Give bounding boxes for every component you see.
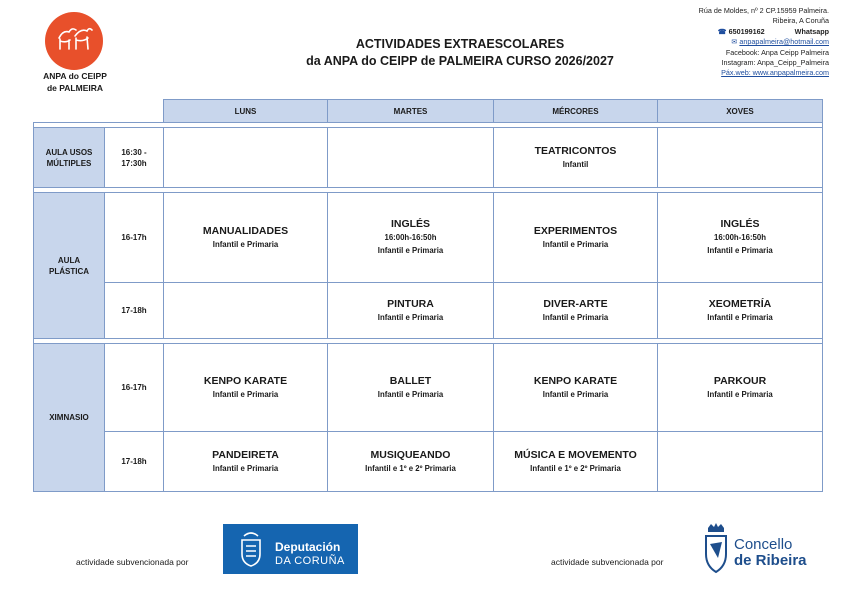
activity-cell-empty [658, 128, 823, 188]
activity-cell: KENPO KARATE Infantil e Primaria [164, 344, 328, 432]
activity-cell-empty [164, 128, 328, 188]
day-header: MARTES [328, 100, 494, 123]
activity-cell: INGLÉS 16:00h-16:50h Infantil e Primaria [658, 193, 823, 283]
subsidy-caption-left: actividade subvencionada por [76, 557, 189, 567]
time-slot: 16-17h [105, 193, 164, 283]
activity-cell: PARKOUR Infantil e Primaria [658, 344, 823, 432]
activity-cell: PANDEIRETA Infantil e Primaria [164, 432, 328, 492]
corner-cell [34, 100, 164, 123]
activity-cell: MUSIQUEANDO Infantil e 1º e 2º Primaria [328, 432, 494, 492]
phone-row [629, 27, 829, 37]
email-link[interactable]: anpapalmeira@hotmail.com [739, 37, 829, 47]
activity-cell: MÚSICA E MOVEMENTO Infantil e 1º e 2º Primaria [494, 432, 658, 492]
day-header-row [34, 100, 823, 123]
web-link[interactable]: Páx.web: www.anpapalmeira.com [721, 68, 829, 78]
crown-shield-icon [700, 522, 732, 578]
concello-line-2: de Ribeira [734, 552, 807, 569]
time-slot: 16:30 - 17:30h [105, 128, 164, 188]
activity-cell: MANUALIDADES Infantil e Primaria [164, 193, 328, 283]
facebook-line: Facebook: Anpa Ceipp Palmeira [725, 47, 829, 57]
deputacion-line-1: Deputación [275, 540, 341, 554]
web-line [629, 68, 829, 78]
instagram-line: Instagram: Anpa_Ceipp_Palmeira [721, 58, 829, 68]
room-aula-usos: AULA USOS MÚLTIPLES [34, 128, 105, 188]
contact-info [629, 6, 829, 79]
activity-cell: KENPO KARATE Infantil e Primaria [494, 344, 658, 432]
activity-cell-empty [328, 128, 494, 188]
time-slot: 17-18h [105, 432, 164, 492]
subsidy-caption-right: actividade subvencionada por [551, 557, 664, 567]
logo-caption: ANPA do CEIPP de PALMEIRA [43, 71, 107, 93]
day-header: XOVES [658, 100, 823, 123]
row-ximnasio-1 [34, 344, 823, 432]
row-aula-plastica-2 [34, 283, 823, 339]
activity-cell-empty [658, 432, 823, 492]
time-slot: 17-18h [105, 283, 164, 339]
activity-cell: EXPERIMENTOS Infantil e Primaria [494, 193, 658, 283]
room-aula-plastica: AULA PLÁSTICA [34, 193, 105, 339]
deputacion-logo [223, 524, 358, 574]
mail-icon: ✉ [731, 37, 738, 47]
anpa-logo [45, 12, 103, 70]
row-aula-usos [34, 128, 823, 188]
row-ximnasio-2 [34, 432, 823, 492]
page-title: ACTIVIDADES EXTRAESCOLARES da ANPA do CEIPP de PALMEIRA CURSO 2026/2027 [306, 37, 614, 68]
activity-cell: XEOMETRÍA Infantil e Primaria [658, 283, 823, 339]
coat-of-arms-icon [225, 524, 275, 574]
time-slot: 16-17h [105, 344, 164, 432]
address-line-1: Rúa de Moldes, nº 2 CP.15959 Palmeira. [698, 6, 829, 15]
activity-cell: INGLÉS 16:00h-16:50h Infantil e Primaria [328, 193, 494, 283]
phone-icon: ☎ [717, 26, 727, 36]
concello-line-1: Concello [734, 536, 793, 553]
whatsapp-label: Whatsapp [794, 26, 829, 36]
activity-cell: DIVER-ARTE Infantil e Primaria [494, 283, 658, 339]
concello-logo [700, 522, 830, 578]
activity-cell-empty [164, 283, 328, 339]
email-row [629, 37, 829, 47]
activity-cell: PINTURA Infantil e Primaria [328, 283, 494, 339]
deputacion-line-2: DA CORUÑA [275, 555, 345, 567]
room-ximnasio: XIMNASIO [34, 344, 105, 492]
day-header: MÉRCORES [494, 100, 658, 123]
address-line-2: Ribeira, A Coruña [772, 16, 829, 26]
activity-cell: TEATRICONTOS Infantil [494, 128, 658, 188]
day-header: LUNS [164, 100, 328, 123]
row-aula-plastica-1 [34, 193, 823, 283]
phone-number: 650199162 [728, 26, 765, 36]
activity-cell: BALLET Infantil e Primaria [328, 344, 494, 432]
schedule-table [33, 99, 823, 492]
